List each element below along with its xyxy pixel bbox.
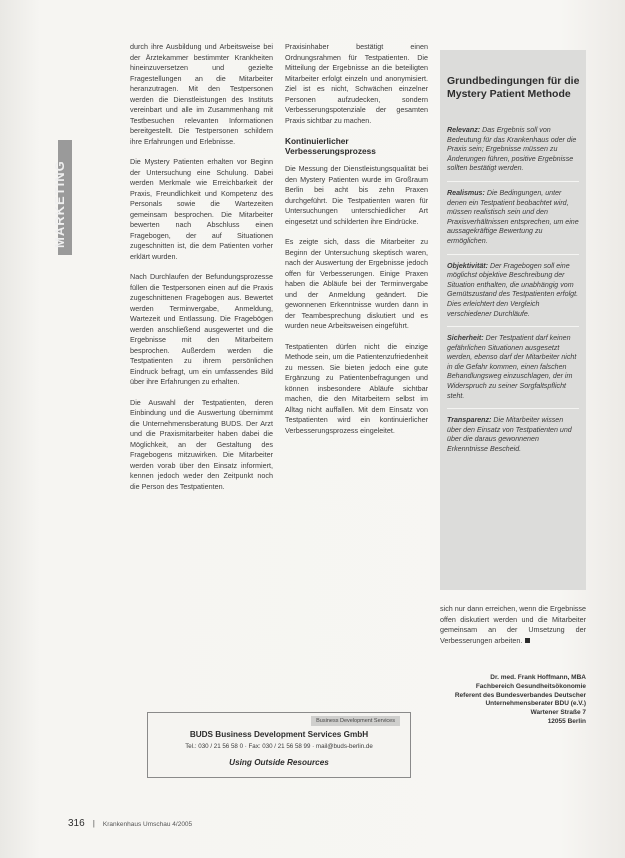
divider: [447, 254, 579, 255]
paragraph: Nach Durchlaufen der Befundungsprozesse füllen die Testpersonen einen auf die Praxis zugeschnittenen Fragebogen aus. Bewertet werden Terminvergabe, Anmeldung, Wartezeit und Entlassung. Die Fragebögen werden anschließend ausgewertet und die Ergebnisse mit den Mitarbeitern besprochen. Außerdem werden die Testpatienten zu ihrem persönlichen Eindruck befragt, um ein umfassendes Bild über ihre Erfahrungen zu erhalten.: [130, 272, 273, 386]
author-name: Dr. med. Frank Hoffmann, MBA: [490, 674, 586, 681]
info-item-term: Transparenz:: [447, 416, 492, 425]
info-item-term: Relevanz:: [447, 126, 481, 134]
paragraph: Praxisinhaber bestätigt einen Ordnungsrahmen für Testpatienten. Die Mitteilung der Ergebnisse an die beteiligten Mitarbeiter erfolgt einzeln und anonymisiert. Ziel ist es nicht, Schwächen einzelner Personen aufzudecken, sondern Verbesserungspotenziale der gesamten Praxis sichtbar zu machen.: [285, 42, 428, 125]
author-line: 12055 Berlin: [547, 717, 586, 725]
advertisement-box: [147, 712, 411, 778]
info-item-text: Die Mitarbeiter wissen über den Einsatz von Testpatienten und über die daraus gewonnenen Erkenntnisse Bescheid.: [447, 416, 572, 454]
info-box-items: [447, 126, 579, 462]
paragraph: Die Mystery Patienten erhalten vor Beginn der Untersuchung eine Schulung. Dabei werden Merkmale wie Erreichbarkeit der Praxis, Freundlichkeit und Kompetenz des Personals sowie die Wartezeiten gemeinsam besprochen. Die Mitarbeiter bewerten nach Abschluss einen Fragebogen, der auf Situationen zugeschnitten ist, die dem Patienten vorher erklärt wurden.: [130, 157, 273, 261]
paragraph: [440, 604, 586, 646]
author-line: Fachbereich Gesundheitsökonomie: [475, 682, 586, 690]
info-item-text: Das Ergebnis soll von Bedeutung für das Krankenhaus oder die Praxis sein; Ergebnisse müssen zu Änderungen führen, positive Ergebnisse sollten bestätigt werden.: [447, 126, 577, 173]
paragraph: Die Auswahl der Testpatienten, deren Einbindung und die Auswertung übernimmt die Unternehmensberatung BUDS. Der Arzt und die Praxismitarbeiter haben dabei die Möglichkeit, an der Gestaltung des Fragebogens mitzuwirken. Die Mitarbeiter werden vorab über den Einsatz informiert, kennen jedoch weder den Zeitpunkt noch die Person des Testpatienten.: [130, 397, 273, 491]
section-tab-label: MARKETING: [52, 160, 67, 248]
info-item: [447, 334, 579, 408]
info-item-text: Der Fragebogen soll eine möglichst objektive Beschreibung der Situation enthalten, die unabhängig vom Gemütszustand des Testpatienten erfolgt. Dies erleichtert den Vergleich verschiedener Durchläufe.: [447, 261, 579, 318]
ad-contact-line: Tel.: 030 / 21 56 58 0 · Fax: 030 / 21 56 58 99 · mail@buds-berlin.de: [185, 743, 373, 750]
article-column-2: [285, 42, 428, 446]
paragraph: durch ihre Ausbildung und Arbeitsweise bei der Ärztekammer bestimmter Krankheiten hineinzuversetzen und gezielte Fragestellungen an die Mitarbeiter heranzutragen. Mit den Testpersonen werden die Dienstleistungen des Instituts vereinbart und alle im Zusammenhang mit Testbesuchen relevanten Informationen bereitgestellt. Die Testpersonen schildern ihre Erfahrungen und Erlebnisse.: [130, 42, 273, 146]
paragraph: Testpatienten dürfen nicht die einzige Methode sein, um die Patientenzufriedenheit zu messen. Sie bieten jedoch eine gute Ergänzung zu Patientenbefragungen und können insbesondere Abläufe sichtbar machen, die den Mitarbeitern selbst im Alltag nicht auffallen. Mit dem Einsatz von Testpatienten wird ein kontinuierlicher Verbesserungsprozess eingeleitet.: [285, 341, 428, 435]
info-item-term: Sicherheit:: [447, 334, 484, 343]
info-item-text: Der Testpatient darf keinen gefährlichen Situationen ausgesetzt werden, ebenso darf der Mitarbeiter nicht in die Gefahr kommen, einen falschen Behandlungsweg einzuschlagen, der im Widerspruch zu seiner Sorgfaltspflicht steht.: [447, 334, 577, 400]
info-item: [447, 126, 579, 181]
divider: [447, 408, 579, 409]
info-item-text: Die Bedingungen, unter denen ein Testpatient beobachtet wird, müssen realistisch sein und den Praxisverhältnissen entsprechen, um eine aussagekräftige Bewertung zu ermöglichen.: [447, 188, 579, 245]
info-item: [447, 262, 579, 327]
author-line: Wartener Straße 7: [530, 709, 586, 717]
footer-separator: |: [92, 818, 95, 828]
end-mark-icon: [525, 638, 530, 643]
divider: [447, 181, 579, 182]
divider: [447, 326, 579, 327]
paragraph: Es zeigte sich, dass die Mitarbeiter zu Beginn der Untersuchung skeptisch waren, nach der Auswertung der Ergebnisse jedoch offen für Verbesserungen. Einige Praxen haben die Abläufe bei der Terminvergabe und der Anmeldung geändert. Die gewonnenen Erkenntnisse wurden dann in der Teambesprechung diskutiert und es wurden neue Arbeitsweisen eingeführt.: [285, 237, 428, 330]
closing-text: sich nur dann erreichen, wenn die Ergebnisse offen diskutiert werden und die Mitarbeiter gemeinsam an der Umsetzung der Verbesserungen arbeiten.: [440, 604, 586, 645]
info-item-term: Objektivität:: [447, 261, 488, 270]
info-item-term: Realismus:: [447, 188, 485, 197]
section-heading: Kontinuierlicher Verbesserungsprozess: [285, 136, 376, 156]
info-item: [447, 189, 579, 254]
article-column-1: [130, 42, 273, 502]
author-line: Referent des Bundesverbandes Deutscher: [454, 691, 586, 699]
ad-company-name: BUDS Business Development Services GmbH: [189, 730, 369, 739]
ad-slogan: Using Outside Resources: [229, 758, 329, 767]
magazine-issue: Krankenhaus Umschau 4/2005: [102, 821, 193, 828]
article-column-3: [440, 604, 586, 656]
paragraph: Die Messung der Dienstleistungsqualität bei den Mystery Patienten wurde im Großraum Berlin bei acht bis zehn Praxen durchgeführt. Die Testpatienten waren für Untersuchungen unterschiedlicher Art eingesetzt und schilderten ihre Eindrücke.: [285, 164, 428, 226]
author-box: [430, 674, 586, 727]
info-box-title: Grundbedingungen für die Mystery Patient Methode: [447, 75, 580, 100]
info-item: [447, 416, 579, 461]
page-number: 316: [68, 818, 85, 829]
ad-badge: Business Development Services: [311, 716, 400, 726]
author-line: Unternehmensberater BDU (e.V.): [485, 700, 586, 708]
page-footer: [68, 818, 192, 829]
